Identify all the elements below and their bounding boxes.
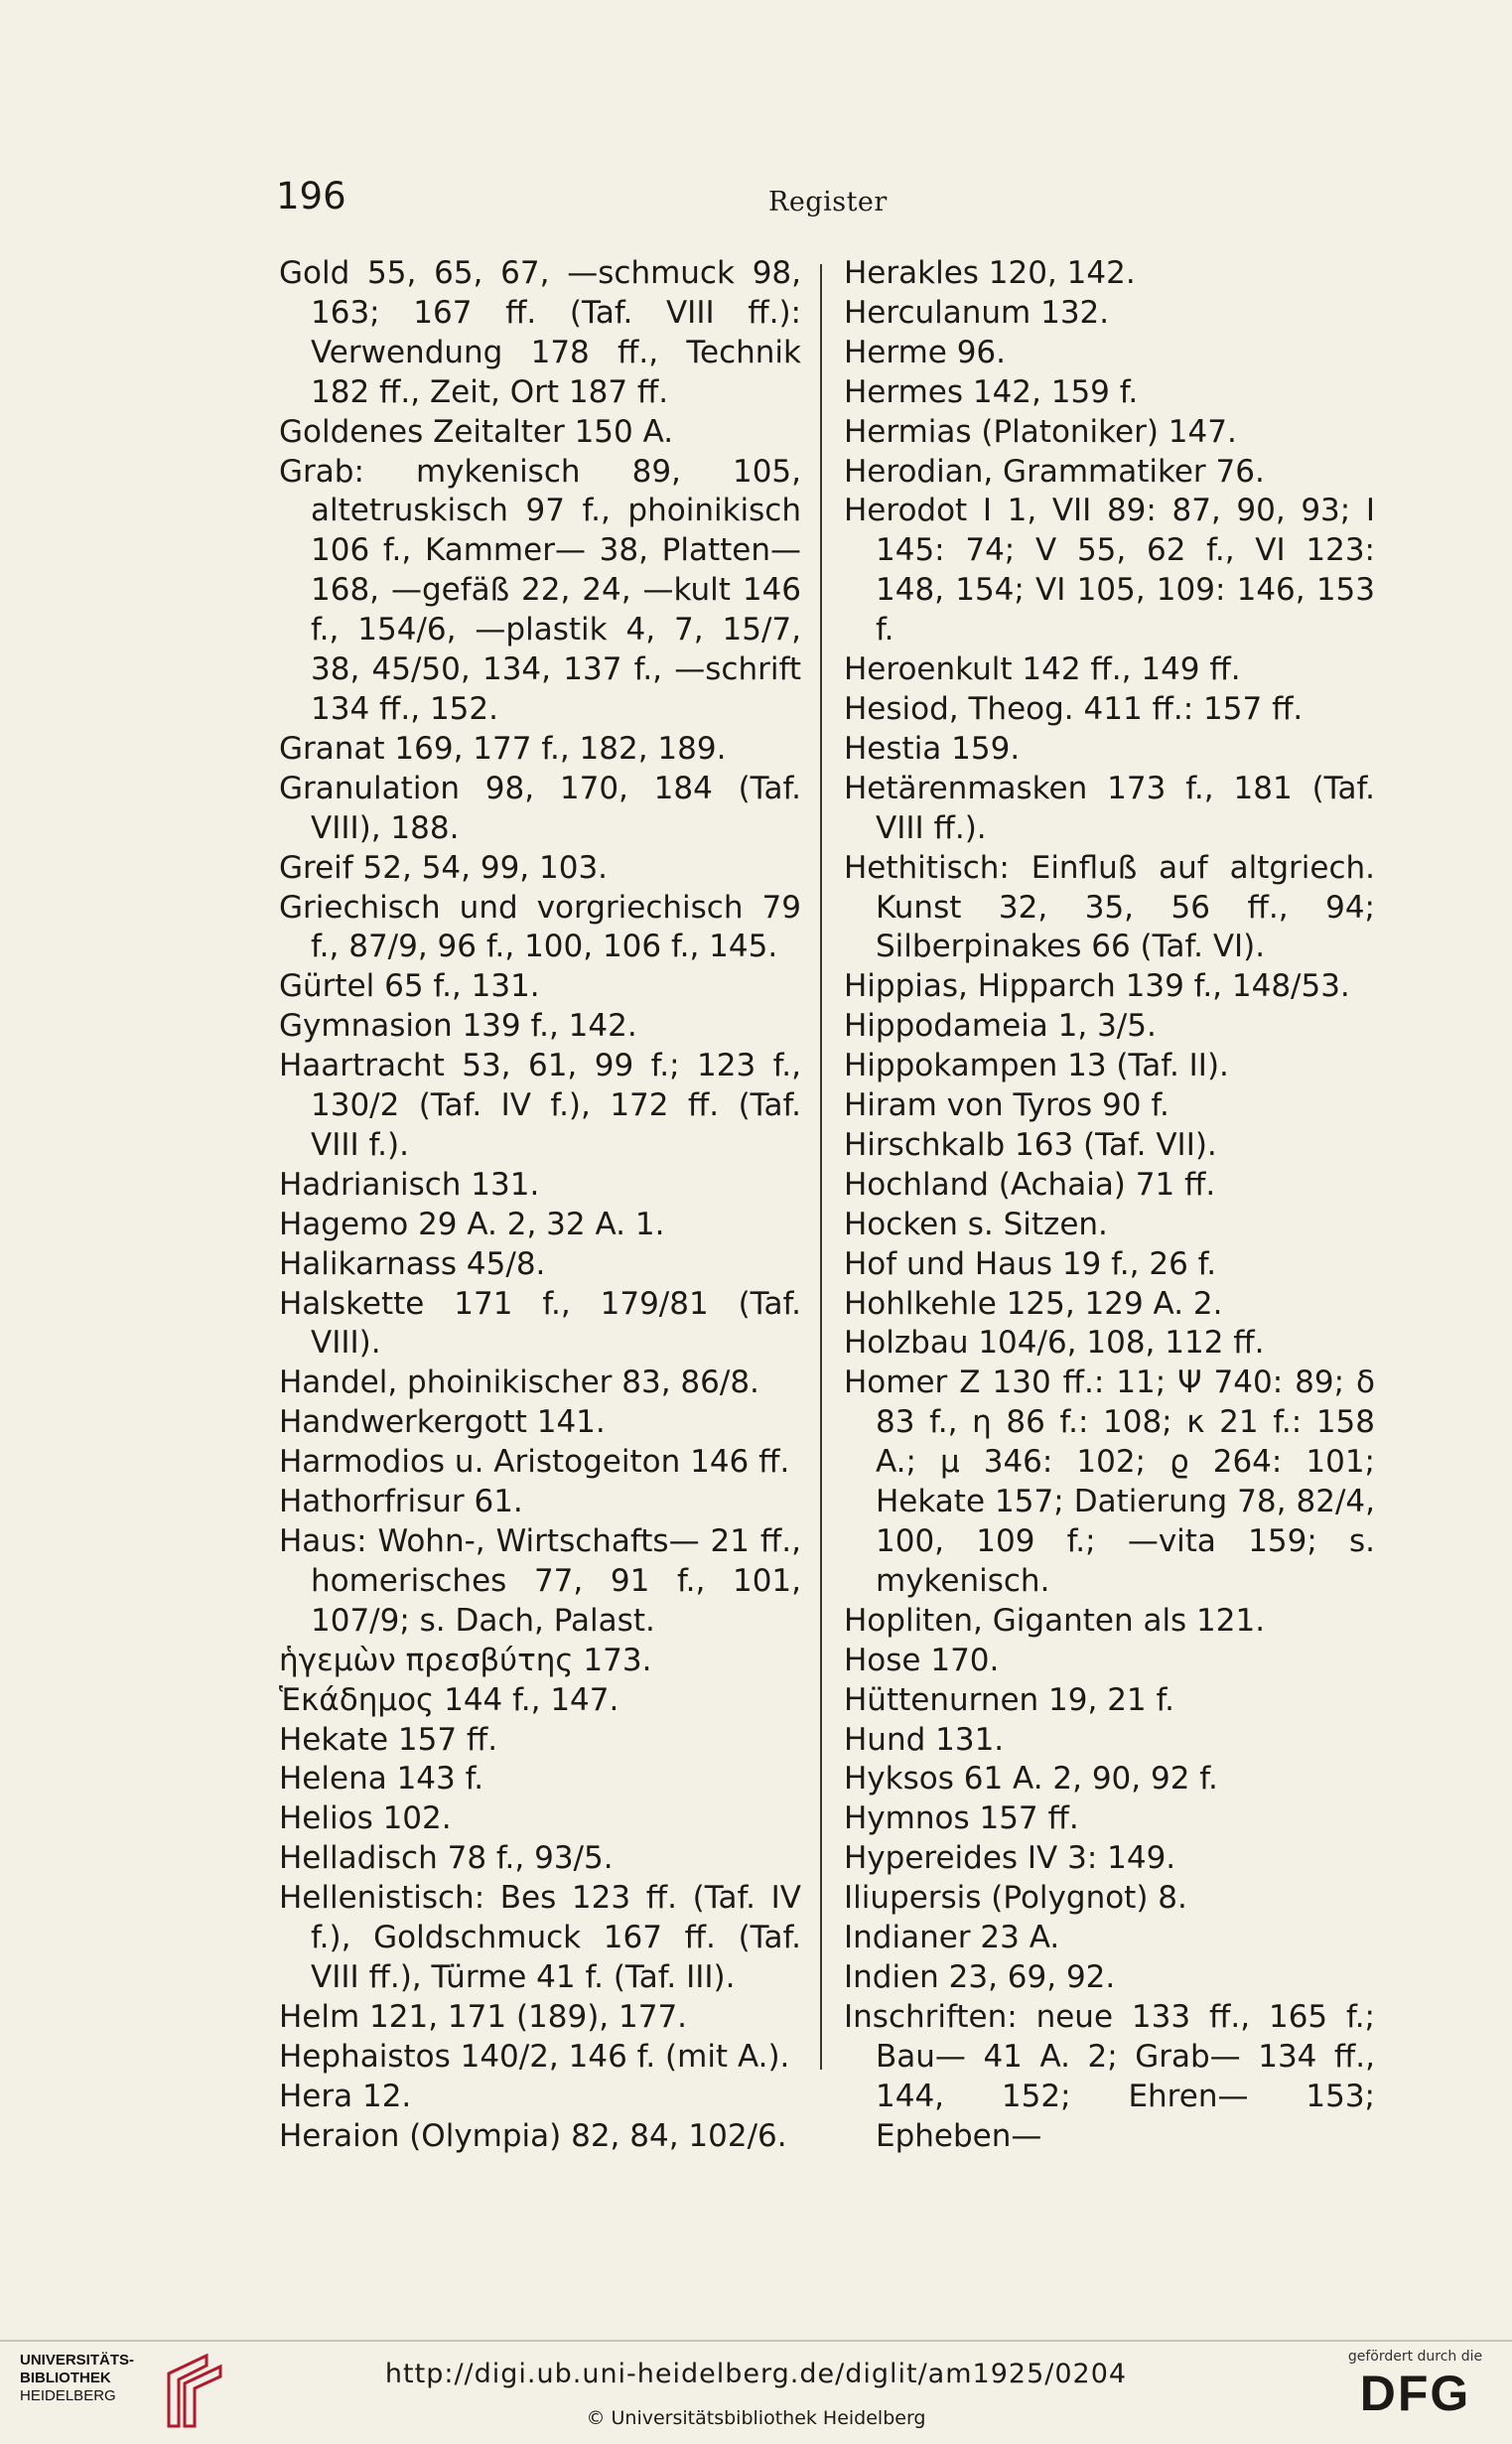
footer-copyright: © Universitätsbibliothek Heidelberg	[586, 2407, 926, 2429]
page-number: 196	[276, 175, 346, 217]
index-entry: Helena 143 f.	[279, 1761, 484, 1797]
index-entry: Heroenkult 142 ff., 149 ff.	[844, 651, 1241, 688]
index-entry: Hüttenurnen 19, 21 f.	[844, 1681, 1175, 1718]
index-entry: Hephaistos 140/2, 146 f. (mit A.).	[279, 2038, 790, 2075]
index-entry: Gürtel 65 f., 131.	[279, 968, 540, 1005]
dfg-wordmark: DFG	[1359, 2366, 1471, 2421]
index-entry: Helm 121, 171 (189), 177.	[279, 1998, 688, 2035]
index-entry: Hund 131.	[844, 1721, 1005, 1758]
index-entry: ἡγεμὼν πρεσβύτης 173.	[279, 1642, 652, 1678]
index-entry: Gold 55, 65, 67, —schmuck 98, 163; 167 ff. (Taf. VIII ff.): Verwendung 178 ff., Technik 182 ff., Zeit, Ort 187 ff.	[279, 255, 801, 410]
footer-divider	[0, 2340, 1512, 2342]
dfg-funding-note: gefördert durch die	[1347, 2349, 1483, 2365]
index-entry: Hagemo 29 A. 2, 32 A. 1.	[279, 1206, 665, 1242]
index-entry: Hathorfrisur 61.	[279, 1484, 523, 1520]
dfg-logo	[1338, 2349, 1492, 2438]
running-head: Register	[768, 187, 888, 217]
index-entry: Halskette 171 f., 179/81 (Taf. VIII).	[279, 1285, 801, 1362]
library-name-line3: HEIDELBERG	[20, 2387, 116, 2404]
index-entry: Hermes 142, 159 f.	[844, 373, 1139, 410]
index-entry: Inschriften: neue 133 ff., 165 f.; Bau— 41 A. 2; Grab— 134 ff., 144, 152; Ehren— 153; Epheben—	[844, 1998, 1375, 2154]
index-entry: Heraion (Olympia) 82, 84, 102/6.	[279, 2117, 787, 2154]
index-entry: Haus: Wohn-, Wirtschafts— 21 ff., homerisches 77, 91 f., 101, 107/9; s. Dach, Palast.	[279, 1523, 801, 1639]
index-entry: Granulation 98, 170, 184 (Taf. VIII), 188.	[279, 770, 801, 846]
library-name-line1: UNIVERSITÄTS-	[20, 2352, 135, 2369]
index-entry: Hippodameia 1, 3/5.	[844, 1008, 1157, 1045]
index-entry: Herme 96.	[844, 334, 1007, 370]
index-entry: Hirschkalb 163 (Taf. VII).	[844, 1126, 1217, 1163]
index-column-left	[279, 254, 801, 2157]
index-entry: Helladisch 78 f., 93/5.	[279, 1840, 614, 1877]
index-entry: Granat 169, 177 f., 182, 189.	[279, 730, 727, 767]
index-entry: Holzbau 104/6, 108, 112 ff.	[844, 1325, 1265, 1362]
index-entry: Herodian, Grammatiker 76.	[844, 453, 1265, 490]
index-entry: Hypereides IV 3: 149.	[844, 1840, 1176, 1877]
index-entry: Indianer 23 A.	[844, 1920, 1060, 1956]
index-entry: Hethitisch: Einfluß auf altgriech. Kunst 32, 35, 56 ff., 94; Silberpinakes 66 (Taf. VI).	[844, 849, 1375, 965]
library-name-line2: BIBLIOTHEK	[20, 2370, 111, 2386]
index-entry: Hiram von Tyros 90 f.	[844, 1087, 1169, 1124]
index-entry: Hellenistisch: Bes 123 ff. (Taf. IV f.), Goldschmuck 167 ff. (Taf. VIII ff.), Türme 41 f. (Taf. III).	[279, 1880, 801, 1995]
index-entry: Herculanum 132.	[844, 294, 1110, 331]
index-entry: Hetärenmasken 173 f., 181 (Taf. VIII ff.).	[844, 770, 1375, 846]
index-entry: Greif 52, 54, 99, 103.	[279, 849, 609, 886]
index-entry: Goldenes Zeitalter 150 A.	[279, 413, 674, 450]
index-entry: Halikarnass 45/8.	[279, 1245, 546, 1282]
index-entry: Hyksos 61 A. 2, 90, 92 f.	[844, 1761, 1218, 1797]
index-entry: Handel, phoinikischer 83, 86/8.	[279, 1365, 759, 1401]
index-entry: Hymnos 157 ff.	[844, 1800, 1079, 1837]
index-entry: Hekate 157 ff.	[279, 1721, 498, 1758]
index-entry: Indien 23, 69, 92.	[844, 1958, 1116, 1995]
index-entry: Hohlkehle 125, 129 A. 2.	[844, 1285, 1223, 1322]
column-divider	[820, 264, 822, 2070]
index-entry: Harmodios u. Aristogeiton 146 ff.	[279, 1444, 790, 1481]
index-entry: Ἑκάδημος 144 f., 147.	[279, 1681, 619, 1718]
index-entry: Hadrianisch 131.	[279, 1166, 540, 1203]
index-entry: Haartracht 53, 61, 99 f.; 123 f., 130/2 (Taf. IV f.), 172 ff. (Taf. VIII f.).	[279, 1048, 801, 1163]
footer-url-link[interactable]: http://digi.ub.uni-heidelberg.de/diglit/am1925/0204	[384, 2359, 1128, 2389]
index-entry: Hesiod, Theog. 411 ff.: 157 ff.	[844, 690, 1304, 727]
index-entry: Iliupersis (Polygnot) 8.	[844, 1880, 1187, 1917]
index-entry: Hera 12.	[279, 2078, 412, 2114]
index-entry: Homer Z 130 ff.: 11; Ψ 740: 89; δ 83 f., η 86 f.: 108; κ 21 f.: 158 A.; μ 346: 102; ϱ 264: 101; Hekate 157; Datierung 78, 82/4, 100, 109 f.; —vita 159; s. mykenisch.	[844, 1365, 1375, 1599]
index-entry: Herakles 120, 142.	[844, 255, 1136, 291]
index-entry: Hippias, Hipparch 139 f., 148/53.	[844, 968, 1350, 1005]
index-entry: Helios 102.	[279, 1800, 452, 1837]
index-entry: Hippokampen 13 (Taf. II).	[844, 1048, 1229, 1084]
index-entry: Hochland (Achaia) 71 ff.	[844, 1166, 1216, 1203]
index-entry: Grab: mykenisch 89, 105, altetruskisch 97 f., phoinikisch 106 f., Kammer— 38, Platten— 168, —gefäß 22, 24, —kult 146 f., 154/6, —plastik 4, 7, 15/7, 38, 45/50, 134, 137 f., —schrift 134 ff., 152.	[279, 453, 801, 727]
index-entry: Hestia 159.	[844, 730, 1021, 767]
index-entry: Hocken s. Sitzen.	[844, 1206, 1108, 1242]
index-entry: Hopliten, Giganten als 121.	[844, 1602, 1266, 1639]
index-entry: Gymnasion 139 f., 142.	[279, 1008, 637, 1045]
index-column-right	[844, 254, 1375, 2157]
index-entry: Herodot I 1, VII 89: 87, 90, 93; I 145: 74; V 55, 62 f., VI 123: 148, 154; VI 105, 109: 146, 153 f.	[844, 493, 1375, 648]
index-entry: Hof und Haus 19 f., 26 f.	[844, 1245, 1217, 1282]
index-entry: Handwerkergott 141.	[279, 1404, 606, 1441]
index-entry: Hose 170.	[844, 1642, 1000, 1678]
index-entry: Hermias (Platoniker) 147.	[844, 413, 1237, 450]
index-entry: Griechisch und vorgriechisch 79 f., 87/9, 96 f., 100, 106 f., 145.	[279, 889, 801, 965]
